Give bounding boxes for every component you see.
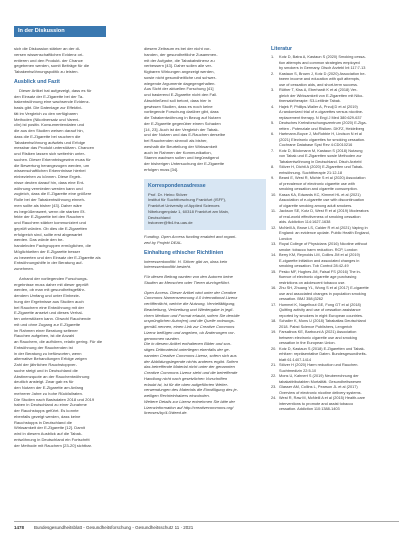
text-line: die Tabakentwöhnung in Bezug auf Nutzen	[144, 115, 221, 120]
ethics-heading: Einhaltung ethischer Richtlinien	[144, 249, 224, 256]
reference-item	[271, 330, 399, 347]
text-line: Interessenkonflikt besteht.	[144, 264, 192, 270]
reference-line: Kotz D, Batra A, Kastaun S (2020) Smoking cessa-	[279, 55, 366, 59]
reference-line: Suchtmedizin 22:5-10	[279, 368, 317, 373]
text-line: Commons Namensnennung 4.0 International Lizenz	[144, 295, 238, 301]
reference-line: Overview of electronic nicotine delivery systems.	[279, 390, 362, 395]
funding-note	[144, 234, 266, 246]
reference-line: Kastaun S, Brown J, Kotz D (2020) Association be-	[279, 71, 366, 76]
reference-number: 12.	[271, 225, 277, 230]
text-line: zunehmen.	[14, 266, 35, 271]
text-line: Anhand der vorliegenden Forschungs-	[19, 275, 88, 281]
reference-text	[279, 270, 399, 287]
reference-line: tween income and education with quit attempts,	[279, 77, 360, 81]
text-line: wird in diesem Ausblick auf die Tabak-	[14, 431, 83, 436]
reference-text	[279, 176, 399, 193]
reference-item	[271, 385, 399, 396]
text-line: Rauchstopps in Deutschland die	[14, 419, 73, 425]
reference-text	[279, 242, 399, 253]
reference-text	[279, 105, 399, 122]
text-line: verbessern [43]. Daher sollen alle ver-	[144, 63, 213, 69]
reference-line: E-cigarette initiation and associated changes in	[279, 258, 360, 263]
reference-line: interventions to promote and assist tobacco	[279, 401, 354, 406]
reference-line: (2021) Electronic cigarettes for smoking cessation.	[279, 137, 366, 142]
text-line: es begrüßenswert, wenn die starken Ef-	[14, 208, 86, 214]
intro-paragraph	[14, 46, 138, 75]
text-line: weshalb die Beurteilung der Wirksamkeit	[144, 143, 218, 149]
text-line: Lizenz beifügen und angeben, ob Änderungen vor-	[144, 329, 236, 335]
text-line: Weitere Details zur Lizenz entnehmen Sie bitte der	[144, 398, 236, 404]
text-line: Die in diesem Artikel enthaltenen Bilder und son-	[144, 341, 232, 347]
reference-item	[271, 253, 399, 270]
reference-item	[271, 319, 399, 330]
reference-item	[271, 193, 399, 210]
text-line: diesem Zeitraum es bei der nicht vor-	[144, 46, 211, 51]
text-line: Bearbeitung, Verbreitung und Wiedergabe in jegli-	[144, 306, 234, 312]
open-access-statement	[144, 290, 266, 417]
reference-line: retten - Potenziale und Risiken. DKFZ, Heidelberg	[279, 126, 365, 131]
reference-line: A randomized trial of e-cigarettes versus nicotine-	[279, 110, 364, 114]
text-line: nannten Creative Commons Lizenz, sofern sich aus	[144, 352, 237, 358]
text-line: der bisherigen Untersuchung der E-Zigarette	[144, 161, 225, 166]
reference-item	[271, 286, 399, 303]
text-line: bei Rauchenden sinnvoll als bisher,	[144, 138, 208, 143]
text-line: Studien an Menschen oder Tieren durchgeführt.	[144, 279, 230, 285]
reference-text	[279, 253, 399, 270]
reference-number: 18.	[271, 319, 277, 323]
text-line: tät im Vergleich zu den verfügbaren	[14, 110, 78, 116]
text-line: Tabakentwöhnungspolitik zu leisten.	[14, 69, 79, 74]
text-line: fügbaren Wirkungen angezeigt werden,	[144, 69, 215, 74]
body-paragraph-1	[14, 88, 138, 272]
text-line: entieren und den Produkt- der Chance	[14, 57, 83, 63]
reference-number: 15.	[271, 269, 277, 274]
text-line: deutlich ansteigt. Zwar gab es für	[14, 379, 74, 385]
text-line: der Rauchstopps geführt. Es konnte	[14, 408, 79, 413]
reference-line: between electronic cigarette use and smoking	[279, 335, 357, 340]
reference-item	[271, 347, 399, 364]
reference-item	[271, 209, 399, 226]
reference-item	[271, 363, 399, 374]
text-line: Möglichkeiten der E-Zigarette besser	[14, 248, 81, 254]
text-line: zed by Projekt DEAL.	[144, 239, 183, 245]
reference-line: of cigarette smoking among adult smokers.	[279, 203, 353, 208]
reference-line: von Tabak und E-Zigaretten sowie Methoden zur	[279, 154, 362, 158]
reference-item	[271, 396, 399, 413]
text-line: Rolle bei der Tabakentwöhnung einneh-	[14, 197, 86, 202]
reference-line: replacement therapy. N Engl J Med 380:629-637	[279, 115, 362, 120]
reference-line: smoking cessation and cigarette consumption.	[279, 187, 358, 191]
reference-line: McNeill A, Brose LS, Calder R et al (2021) Vaping in	[279, 225, 368, 230]
text-line: dass die E-Zigarette bei rauchern die	[14, 133, 81, 139]
text-line: gegebenen werden, somit Beiträge für die	[14, 63, 90, 69]
body-paragraph-3	[144, 46, 266, 173]
text-line: [14, 23]. Auch ist der Vergleich der Tabak-	[144, 126, 219, 132]
reference-line: Jackson SE, Kotz D, West R et al (2019) Moderators	[279, 209, 369, 213]
reference-text	[279, 385, 399, 396]
reference-number: 22.	[271, 374, 277, 378]
reference-item	[271, 303, 399, 320]
text-line: wöhnung vermieden werden kann und	[14, 185, 83, 191]
text-line: erlaubt ist, ist für die oben aufgeführten Weiter-	[144, 381, 229, 387]
reference-line: Berry KM, Reynolds LM, Collins JM et al (2019)	[279, 253, 360, 257]
reference-number: 9.	[271, 176, 275, 180]
text-line: Abschließend soll betont, dass hier in	[144, 97, 212, 103]
reference-line: by smokers in Germany. Dtsch Arztebl Int 117:7-13	[279, 66, 366, 70]
reference-line: Rüther T, Kiss A, Eberhardt K et al (2018) Ver-	[279, 88, 358, 92]
column-1	[14, 46, 138, 448]
reference-line: Beard E, West R, Michie S et al (2020) Association	[279, 176, 366, 180]
reference-line: 2018. Pabst Science Publishers, Lengerich	[279, 324, 353, 329]
text-line: Für diesen Beitrag wurden von den Autoren keine	[144, 274, 233, 279]
reference-line: restrictions on adolescent tobacco use.	[279, 280, 346, 285]
reference-line: aids. Addiction 114:1627-1638	[279, 220, 331, 224]
reference-line: Association of e-cigarette use with discontinuation	[279, 198, 365, 202]
text-line: den Einsatz der E-Zigarette bei der Ta-	[14, 93, 84, 99]
reference-text	[279, 286, 399, 303]
text-line: dendem Umfang und unter Einbezie-	[14, 293, 81, 298]
reference-line: fluence of electronic cigarette age purchasing	[279, 275, 357, 279]
text-line: alternative Behandlungen Erfolge zeigen	[14, 356, 87, 362]
reference-number: 5.	[271, 121, 275, 125]
reference-number: 11.	[271, 209, 277, 213]
reference-number: 10.	[271, 192, 277, 197]
text-line: bakentwöhnung eine wachsende Evidenz-	[14, 99, 90, 105]
text-line: sowie nicht gesundheitliche und schwer-	[144, 74, 217, 80]
reference-line: Schaller K, Mons U (2018) Tabakatlas Deutschland	[279, 319, 366, 323]
journal-title: Bundesgesundheitsblatt - Gesundheitsforschung - Gesundheitsschutz 11 · 2021	[34, 525, 194, 530]
reference-number: 16.	[271, 286, 277, 290]
reference-line: Stöver H, Dichtl A (2020) E-Zigaretten und Tabak-	[279, 165, 364, 169]
text-line: Die Studien nach Basisdaten 2018 und 2019	[14, 396, 95, 402]
reference-text	[279, 303, 399, 320]
text-line: basis gibt. Die Datenlage zur Effektivi-	[14, 105, 83, 110]
reference-number: 6.	[271, 132, 275, 136]
column-3-references	[271, 46, 399, 413]
references-heading: Literatur	[271, 46, 293, 52]
reference-number: 13.	[271, 242, 277, 246]
reference-number: 1.	[271, 55, 275, 59]
text-line: haben in Deutschland zu einer Zunahme	[14, 402, 87, 408]
reference-line: Tabakentwöhnung in Deutschland. Dtsch Arztebl	[279, 159, 362, 164]
text-line: geprüft würden. Ob dies die E-Zigaretten	[14, 225, 88, 231]
correspondence-heading: Korrespondenzadresse	[148, 182, 206, 189]
reference-line: Kasza KA, Edwards KC, Kimmel HL et al (2021)	[279, 192, 361, 197]
text-line: handelnden Fachgruppen ermöglichen, die	[14, 243, 91, 248]
reference-number: 7.	[271, 148, 275, 153]
reference-item	[271, 165, 399, 176]
reference-item	[271, 226, 399, 243]
text-line: die aus den Studien weisen darauf hin,	[14, 128, 84, 133]
reference-text	[279, 363, 399, 374]
reference-line: West R, Raw M, McNeill A et al (2015) Health-care	[279, 396, 366, 400]
reference-line: Pesko MF, Hughes JM, Faisal FS (2016) The in-	[279, 269, 361, 274]
reference-number: 21.	[271, 363, 277, 367]
text-line: der E-Zigarette gegenüber einem Schaden	[144, 120, 221, 126]
text-line: Abstinenzquote an der Rauchentwöhnung	[14, 373, 90, 379]
text-line: sich die Diskussion stärker an der di-	[14, 46, 81, 51]
text-line: den Nutzen der E-Zigarette am Anfang	[14, 385, 84, 390]
text-line: einbeziehen zu können. Diese Ergeb-	[14, 174, 82, 179]
text-line: auch im Rahmen der Kommunikation,	[144, 149, 212, 155]
text-line: ursprünglichen Autor(en) und die Quelle ordnungs-	[144, 318, 235, 324]
text-line: Entwöhnungshilfe in der Beratung auf-	[14, 260, 83, 266]
reference-item	[271, 88, 399, 105]
reference-number: 17.	[271, 302, 277, 307]
reference-line: Kotz D, Böckmann M, Kastaun S (2018) Nutzung	[279, 148, 363, 153]
reference-line: Hartmann-Boyce J, McRobbie H, Lindson N et al	[279, 132, 362, 136]
text-line: nisse deuten darauf hin, dass eine Ent-	[14, 179, 85, 185]
text-line: stiges Drittmaterial unterliegen ebenfalls der ge-	[144, 347, 230, 352]
reference-text	[279, 209, 399, 226]
text-line: verwendungen des Materials die Einwilligung des je-	[144, 387, 239, 393]
reference-text	[279, 374, 399, 385]
text-line: Interessenkonflikt. H. Stöver gibt an, dass kein	[144, 258, 228, 264]
text-line: und Rauchern stärker kommuniziert und	[14, 220, 86, 225]
text-line: Funding. Open Access funding enabled and organi-	[144, 234, 237, 239]
reference-number: 19.	[271, 330, 277, 334]
reference-line: gleich der Wirksamkeit von E-Zigaretten mit Niko-	[279, 93, 364, 98]
reference-item	[271, 176, 399, 193]
text-line: Zahl der jährlichen Rauchstoppver-	[14, 362, 77, 367]
reference-line: Farsalinos KE, Barbouni A (2021) Association	[279, 330, 357, 334]
reference-line: erhitzer: repräsentative Daten. Bundesgesundheits-	[279, 352, 367, 356]
text-line: weiligen Rechteinhabers einzuholen.	[144, 393, 210, 398]
text-line: entwöhnung in Deutschland ein Fortschritt	[14, 436, 90, 442]
text-line: Wirksamkeit der E-Zigarette [12]. Damit	[14, 425, 85, 431]
section-heading-ausblick: Ausblick und Fazit	[14, 78, 60, 85]
text-line: hstoever@fb4.fra-uas.de	[148, 220, 193, 226]
text-line: Institut für Suchtforschung Frankfurt (ISFF),	[148, 197, 227, 203]
text-line: Open Access. Dieser Artikel wird unter der Creative	[144, 289, 237, 295]
reference-item	[271, 55, 399, 72]
reference-text	[279, 347, 399, 364]
text-line: und Risiken lassen sich weiterhin unter-	[14, 151, 86, 156]
reference-item	[271, 242, 399, 253]
text-line: der Methode mit Rauchern [23-20] sichtbar.	[14, 442, 92, 448]
text-line: Tabakentwöhnung aufwärts und Erfolge	[14, 139, 86, 145]
reference-line: Zhu SH, Zhuang YL, Wong S et al (2017) E-cigarette	[279, 286, 369, 290]
reference-line: of prevalence of electronic cigarette use with	[279, 181, 355, 186]
reference-line: smoke: tobacco harm reduction. RCP, London	[279, 247, 358, 252]
text-line: Entwöhnung der Rauchenden ist	[14, 344, 73, 350]
text-line: zu bewerten und den Einsatz der E-Zigarette als	[14, 254, 101, 260]
text-line: Dieser Artikel hat aufgezeigt, dass es für	[19, 87, 92, 93]
conflict-statement	[144, 259, 266, 271]
reference-line: tion attempts and common strategies employed	[279, 60, 360, 65]
reference-text	[279, 319, 399, 330]
text-line: Creative Commons Lizenz steht und die betreffende	[144, 370, 238, 375]
text-line: erfolgreich sind, sollte erst abgewartet	[14, 231, 83, 237]
reference-number: 8.	[271, 165, 275, 169]
reference-line: cessation in the European Union.	[279, 341, 336, 345]
text-line: veröffentlicht, welche die Nutzung, Vervielfältigung,	[144, 301, 236, 306]
text-line: Deutschland	[148, 214, 171, 220]
reference-item	[271, 132, 399, 149]
text-line: werden, ob man mit gesundheitsgefähr-	[14, 287, 86, 293]
ethics-statement	[144, 274, 266, 286]
reference-line: Cochrane Database Syst Rev 4:CD010216	[279, 143, 353, 147]
text-line: versen wissenschaftlichen Evidenz ori-	[14, 51, 84, 57]
reference-line: use and associated changes in population smoking	[279, 291, 366, 296]
text-line: Rauchen aufgeben, ist die Anzahl	[14, 333, 75, 339]
text-line: Handlung nicht nach gesetzlichen Vorschriften	[144, 375, 228, 381]
text-line: Frankfurt University of Applied Sciences	[148, 203, 220, 208]
reference-text	[279, 149, 399, 166]
text-line: fekte der E-Zigarette bei den Rauchern	[14, 214, 84, 220]
reference-text	[279, 226, 399, 243]
reference-line: blatt 61:1407-1414	[279, 357, 312, 362]
reference-text	[279, 330, 399, 347]
reference-text	[279, 132, 399, 149]
text-line: ten unterstützen kann. Obwohl Rauchende	[14, 316, 91, 321]
reference-number: 2.	[271, 71, 275, 76]
reference-number: 4.	[271, 104, 275, 109]
text-line: mit und ohne Zugang zur E-Zigarette	[14, 321, 81, 327]
reference-number: 20.	[271, 346, 277, 351]
reference-line: cessation. BMJ 358:j3262	[279, 297, 324, 301]
text-line: und der Nutzen und das E-Rauchen derselbe	[144, 132, 226, 138]
reference-line: of real-world effectiveness of smoking cessation	[279, 214, 361, 219]
reference-line: Hummel K, Nagelhout GE, Fong GT et al (2018)	[279, 302, 361, 307]
text-line: bei Rauchern eine Entwöhnung mit der	[14, 304, 84, 310]
text-line: ergebnisse muss daher mit dieser geprüft	[14, 281, 89, 287]
reference-line: Kotz D, Kastaun S (2018) E-Zigaretten und Tabak-	[279, 346, 365, 351]
reference-text	[279, 55, 399, 72]
text-line: E-Zigarette ansetzt und dieses Verhal-	[14, 310, 83, 316]
reference-item	[271, 121, 399, 132]
reference-list	[271, 55, 399, 413]
text-line: Nibelungenplatz 1, 60318 Frankfurt am Main,	[148, 208, 229, 214]
reference-item	[271, 72, 399, 89]
reference-line: entwöhnung. Suchttherapie 21:12-18	[279, 170, 343, 175]
text-line: und basierend E-Zigarette nicht den Fall.	[144, 92, 218, 97]
reference-number: 23.	[271, 385, 277, 389]
reference-line: Glasser AM, Collins L, Pearson JL et al (2017)	[279, 385, 358, 389]
body-paragraph-2	[14, 276, 138, 449]
text-line: Stamm wachsen sollen und begünstigend	[144, 155, 219, 161]
reference-line: smoking cessation. Tob Control 28:42-49	[279, 264, 349, 268]
text-line: im Rahmen einer Beratung seltener	[14, 327, 78, 333]
reference-item	[271, 374, 399, 385]
text-line: wissenschaftlichen Erkenntnisse hierbei	[14, 168, 86, 174]
reference-line: Deutsches Krebsforschungszentrum (2020) E-Ziga-	[279, 121, 367, 125]
reference-line: reported by smokers in eight European countries.	[279, 313, 363, 318]
text-line: an Rauchern, die aufhören, relativ gering. Für die	[14, 339, 103, 344]
reference-line: Stöver H (2020) Harm reduction und Rauchen.	[279, 363, 359, 367]
reference-text	[279, 193, 399, 210]
correspondence-address	[148, 192, 262, 227]
text-line: suchen. Dieser Erkenntnisgewinn muss für	[14, 156, 91, 162]
reference-item	[271, 270, 399, 287]
text-line: clin) ist positiv. Konsumentendaten und	[14, 122, 85, 128]
reference-line: London	[279, 236, 292, 241]
reference-text	[279, 121, 399, 132]
text-line: genommen wurden.	[144, 335, 180, 341]
reference-number: 14.	[271, 253, 277, 257]
reference-line: use of cessation aids, and short-term success.	[279, 82, 359, 87]
reference-line: Quitting activity and use of cessation assistance	[279, 308, 361, 312]
text-line: in der Beratung zu befürworten, wenn	[14, 350, 82, 356]
text-line: mehrerer Jahre zu hohe Rückfallraten.	[14, 390, 84, 396]
text-line: gewissen Studien, dass es noch keine	[144, 103, 213, 109]
reference-number: 3.	[271, 88, 275, 92]
page-footer	[0, 521, 413, 535]
text-line: das betreffende Material nicht unter der genannten	[144, 364, 235, 370]
text-line: Prof. Dr. Heino Stöver	[148, 191, 188, 197]
text-line: erfolgen muss [34].	[144, 166, 179, 172]
reference-line: England: an evidence update. Public Health England,	[279, 231, 370, 235]
text-line: gemäß nennen, einen Link zur Creative Commons	[144, 324, 235, 329]
text-line: handen, der gesundheitliche Zusammen-	[144, 51, 218, 57]
text-line: die Bewertung herangezogen werden, um	[14, 162, 90, 168]
reference-item	[271, 149, 399, 166]
reference-text	[279, 72, 399, 89]
text-line: licenses/by/4.0/deed.de.	[144, 410, 188, 416]
text-line: der Abbildungslegende nichts anderes ergibt. Sofern	[144, 358, 239, 364]
reference-line: cessation. Addiction 110:1388-1403	[279, 407, 340, 411]
text-line: chem Medium und Format erlaubt, sofern Sie den/die	[144, 312, 240, 318]
text-line: vorliegende Forschung darüber gibt, dass	[144, 109, 219, 115]
reference-line: Royal College of Physicians (2016) Nicotine without	[279, 242, 368, 246]
column-2	[144, 46, 266, 416]
text-line: ebenfalls gezeigt werden, dass keine	[14, 413, 81, 419]
text-line: Methoden (Nikotinersatz und Vareni-	[14, 116, 80, 122]
section-header-label: In der Diskussion	[14, 26, 106, 37]
page-number: 1478	[14, 525, 25, 530]
text-line: zugleich, dass die E-Zigarette eine größere	[14, 191, 92, 197]
text-line: men sollte als bisher [43]. Daher wäre	[14, 202, 82, 208]
text-line: suche steigt und in Deutschland die	[14, 367, 78, 373]
reference-line: tinersatztherapie: S3-Leitlinie Tabak.	[279, 99, 341, 103]
reference-text	[279, 396, 399, 413]
reference-item	[271, 105, 399, 122]
text-line: werden. Das würde den be-	[14, 237, 64, 243]
reference-text	[279, 165, 399, 176]
text-line: Lizenzinformation auf http://creativecommons.org/	[144, 404, 234, 410]
text-line: wiegende Argumente dagegengehalten.	[144, 80, 216, 86]
reference-text	[279, 88, 399, 105]
text-line: mit der Aufgabe, die Tabakabstinenz zu	[144, 57, 215, 63]
reference-line: tabakattributablen Mortalität. Gesundheitswesen	[279, 379, 362, 384]
reference-number: 24.	[271, 396, 277, 400]
correspondence-box	[144, 179, 266, 231]
reference-line: Mons U, Kahnert S (2019) Neuberechnung der	[279, 374, 359, 378]
text-line: messbar das Produkt unterstützen. Chancen	[14, 145, 95, 151]
text-line: hung der Ergebnisse aus Studien auch	[14, 298, 84, 304]
text-line: Aus Sicht der aktuellen Forschung [41]	[144, 86, 214, 92]
reference-line: Hajek P, Phillips-Waller A, Przulj D et al (2019)	[279, 104, 358, 109]
